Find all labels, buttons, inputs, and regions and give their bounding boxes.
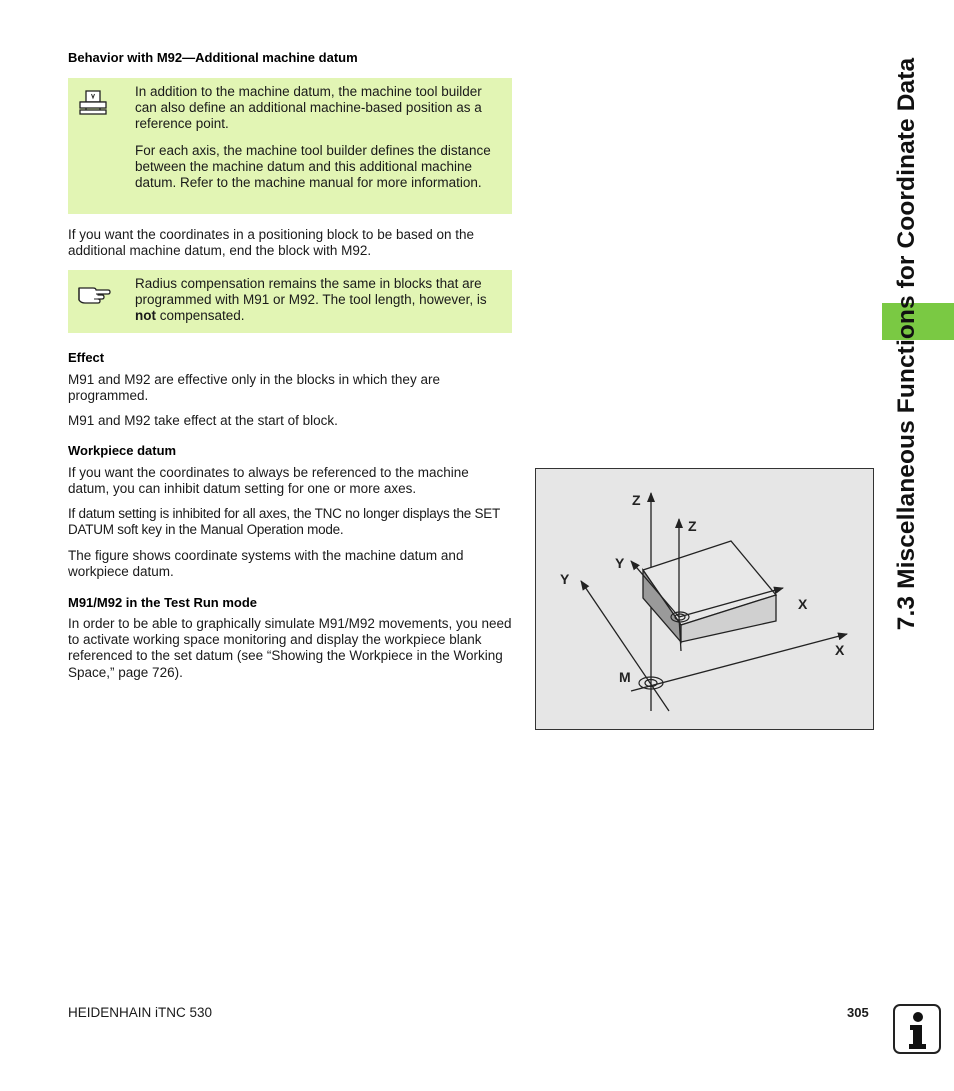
effect-p2: M91 and M92 take effect at the start of block. <box>68 413 338 428</box>
label-m: M <box>619 669 631 685</box>
footer-product: HEIDENHAIN iTNC 530 <box>68 1005 213 1020</box>
datum-figure <box>535 468 874 730</box>
page-number: 305 <box>847 1005 869 1020</box>
workpiece-p1: If you want the coordinates to always be referenced to the machine datum, you can inhibit datum setting for one or more axes. <box>68 465 469 497</box>
chapter-title: 7.3 Miscellaneous Functions for Coordinate Data <box>893 57 920 631</box>
machine-note-text <box>135 84 505 201</box>
label-y-work: Y <box>615 555 625 571</box>
testrun-p1: In order to be able to graphically simulate M91/M92 movements, you need to activate working space monitoring and display the workpiece blank referenced to the set datum (see “Showing the Workpiece in the Working Space,” page 726). <box>68 616 512 680</box>
section-heading-workpiece: Workpiece datum <box>68 443 177 458</box>
label-x-machine: X <box>835 642 845 658</box>
radius-note-box <box>68 270 512 333</box>
coordinate-systems-drawing <box>536 469 873 729</box>
radius-note-bold: not <box>135 308 156 324</box>
machine-note-box <box>68 78 512 214</box>
radius-note-before: Radius compensation remains the same in blocks that are programmed with M91 or M92. The tool length, however, is <box>135 276 487 308</box>
machine-icon <box>76 88 110 123</box>
label-x-work: X <box>798 596 808 612</box>
effect-p1: M91 and M92 are effective only in the blocks in which they are programmed. <box>68 372 440 404</box>
label-z-work: Z <box>688 518 697 534</box>
radius-note-after: compensated. <box>156 308 245 324</box>
workpiece-p2: If datum setting is inhibited for all axes, the TNC no longer displays the SET DATUM soft key in the Manual Operation mode. <box>68 506 500 538</box>
radius-note-text <box>135 276 505 325</box>
machine-note-p1: In addition to the machine datum, the machine tool builder can also define an additional machine-based position as a reference point. <box>135 84 482 132</box>
machine-note-p2: For each axis, the machine tool builder defines the distance between the machine datum and this additional machine datum. Refer to the machine manual for more information. <box>135 142 491 191</box>
label-y-machine: Y <box>560 571 570 587</box>
label-z-machine: Z <box>632 492 641 508</box>
m92-body-text: If you want the coordinates in a positioning block to be based on the additional machine datum, end the block with M92. <box>68 227 475 259</box>
pointing-hand-icon <box>76 280 112 311</box>
section-heading-effect: Effect <box>68 350 105 365</box>
info-icon <box>893 1004 941 1054</box>
workpiece-p3: The figure shows coordinate systems with the machine datum and workpiece datum. <box>68 548 464 580</box>
section-heading-testrun: M91/M92 in the Test Run mode <box>68 595 258 610</box>
section-heading-m92: Behavior with M92—Additional machine datum <box>68 50 358 65</box>
